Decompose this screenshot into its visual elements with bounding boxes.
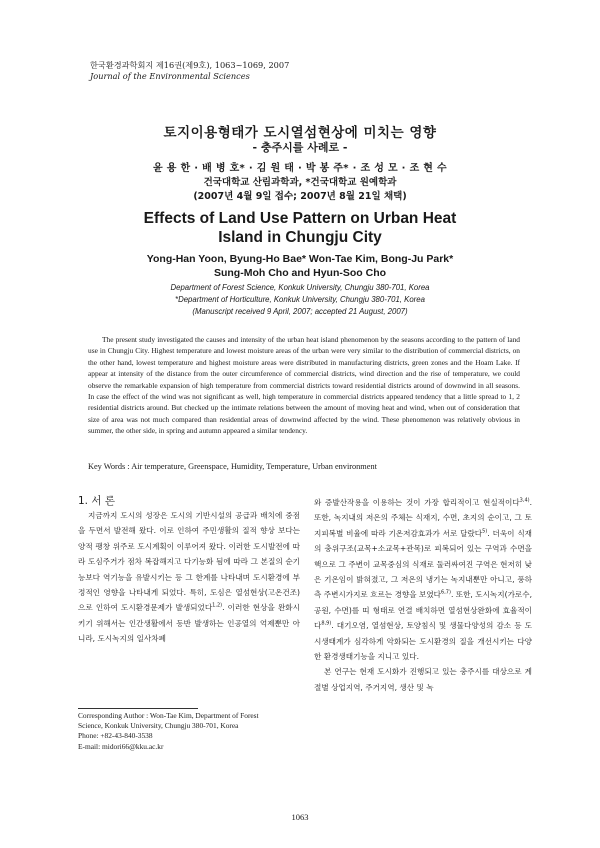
left-column-body xyxy=(78,508,300,647)
text-segment: 지금까지 도시의 성장은 도시의 기반시설의 공급과 배치에 중점을 두면서 발전해 왔다. 이로 인하여 주민생활의 질적 향상 보다는 양적 팽창 위주로 도시계획이 이루어져 왔다. 이러한 도시발전에 따라 도심주거가 점차 복잡해지고 다기능화 됨에 따라 그 본질의 순기능보다 역기능을 유발시키는 등 그 한계를 나타내며 도시환경에 부정적인 영향을 나타내게 되었다. 특히, 도심은 열섬현상(고온건조)으로 인하여 도시환경문제가 발생되었다 xyxy=(78,511,300,613)
page-number: 1063 xyxy=(291,812,309,822)
english-title xyxy=(0,209,600,247)
korean-affiliation: 건국대학교 산림과학과, *건국대학교 원예학과 xyxy=(203,177,397,188)
citation-superscript: 8,9) xyxy=(321,620,332,627)
section-heading-introduction: 1. 서 론 xyxy=(78,495,115,507)
english-title-line1: Effects of Land Use Pattern on Urban Heat xyxy=(143,210,457,227)
citation-superscript: 5) xyxy=(482,528,488,535)
right-column-body xyxy=(314,495,532,695)
english-affil-line1: Department of Forest Science, Konkuk University, Chungju 380-701, Korea xyxy=(170,283,430,292)
text-segment: . 대기오염, 열섬현상, 토양침식 및 생물다양성의 감소 등 도시생태계가 심각하게 악화되는 도시환경의 질을 개선시키는 다양한 환경생태기능을 지니고 있다. xyxy=(314,621,532,662)
english-authors-line1: Yong-Han Yoon, Byung-Ho Bae* Won-Tae Kim, Bong-Ju Park* xyxy=(146,253,454,265)
text-segment: . 더욱이 식재의 충위구조(교목+소교목+관목)로 피복되어 있는 구역과 수면을 핵으로 그 주변이 교목중심의 식재로 둘러싸여진 구역은 현저히 낮은 기온임이 밝혀졌고, 그 저온의 냉기는 녹지내뿐만 아니고, 풍하측 주변시가지로 흐르는 경향을 보였다 xyxy=(314,528,532,600)
english-authors-line2: Sung-Moh Cho and Hyun-Soo Cho xyxy=(213,267,387,279)
manuscript-dates: (Manuscript received 9 April, 2007; accepted 21 August, 2007) xyxy=(192,307,408,316)
english-affiliation xyxy=(0,282,600,318)
journal-header xyxy=(90,60,289,82)
korean-authors: 윤 용 한 · 배 병 호* · 김 원 태 · 박 봉 주* · 조 성 모 · 조 현 수 xyxy=(152,163,448,174)
text-segment: 와 증발산작용을 이용하는 것이 가장 합리적이고 현실적이다 xyxy=(314,498,520,507)
text-segment: . 이러한 현상을 완화시키기 위해서는 인간생활에서 동반 발생하는 인공열의 억제뿐만 아니라, 도시녹지의 일사차폐 xyxy=(78,603,300,644)
citation-superscript: 1,2) xyxy=(212,602,223,609)
english-authors xyxy=(0,252,600,280)
corr-line4: E-mail: midori66@kku.ac.kr xyxy=(78,741,164,751)
keywords: Key Words : Air temperature, Greenspace, Humidity, Temperature, Urban environment xyxy=(88,462,377,471)
intro-paragraph-1 xyxy=(78,508,300,647)
intro-paragraph-continued xyxy=(314,495,532,664)
korean-subtitle: - 충주시를 사례로 - xyxy=(252,141,348,154)
korean-received-date: (2007년 4월 9일 접수; 2007년 8월 21일 채택) xyxy=(193,191,407,202)
korean-title: 토지이용형태가 도시열섬현상에 미치는 영향 xyxy=(163,125,437,141)
english-affil-line2: *Department of Horticulture, Konkuk University, Chungju 380-701, Korea xyxy=(175,295,425,304)
abstract: The present study investigated the causes and intensity of the urban heat island phenomenon by the seasons according to the pattern of land use in Chungju City. Highest temperature and lowest moisture areas of the urban were very similar to the distribution of commercial districts, on the other hand, lowest temperature and highest moisture areas were distributed in manufacturing districts, green zones and the Hoam Lake. If appear at intensity of the distance from the outer circumference of commercial districts, wind direction and the rise of temperature, we could observe the remarkable expansion of high temperature from commercial districts toward residential districts around of downwind in all seasons. In case the effect of the wind was not significant as well, high temperature in commercial districts appeared tendency that a little spread to 1, 2 residential districts around. But checked up the intimate relations between the amount of moving heat and wind, when out of consideration that size of area was not much compared than residential areas of downwind affected by the wind. These phenomenon was relatively obvious in summer, the other side, in spring and autumn appeared a similar tendency. xyxy=(88,335,520,436)
text-segment: . 또한, 녹지내의 저온의 주체는 식재지, 수면, 초지의 순이고, 그 토지피복별 비율에 따라 기온저감효과가 서로 달랐다 xyxy=(314,498,532,538)
corr-line1: Corresponding Author : Won-Tae Kim, Department of Forest xyxy=(78,711,259,720)
journal-citation: 한국환경과학회지 제16권(제9호), 1063~1069, 2007 xyxy=(90,60,290,70)
journal-name: Journal of the Environmental Sciences xyxy=(90,71,250,81)
citation-superscript: 6,7) xyxy=(441,589,451,596)
intro-paragraph-2: 본 연구는 현재 도시화가 진행되고 있는 충주시를 대상으로 계절별 상업지역, 주거지역, 생산 및 녹 xyxy=(314,667,532,692)
corr-line3: Phone: +82-43-840-3538 xyxy=(78,731,153,741)
correspondence-footnote xyxy=(78,711,306,752)
citation-superscript: 3,4) xyxy=(519,497,530,504)
text-segment: . 또한, 도시녹지(가로수, 공원, 수면)를 띠 형태로 연결 배치하면 열섬현상완화에 효율적이다 xyxy=(314,590,532,631)
corr-line2: Science, Konkuk University, Chungju 380-701, Korea xyxy=(78,721,239,731)
english-title-line2: Island in Chungju City xyxy=(218,229,382,246)
footnote-divider xyxy=(78,708,198,709)
